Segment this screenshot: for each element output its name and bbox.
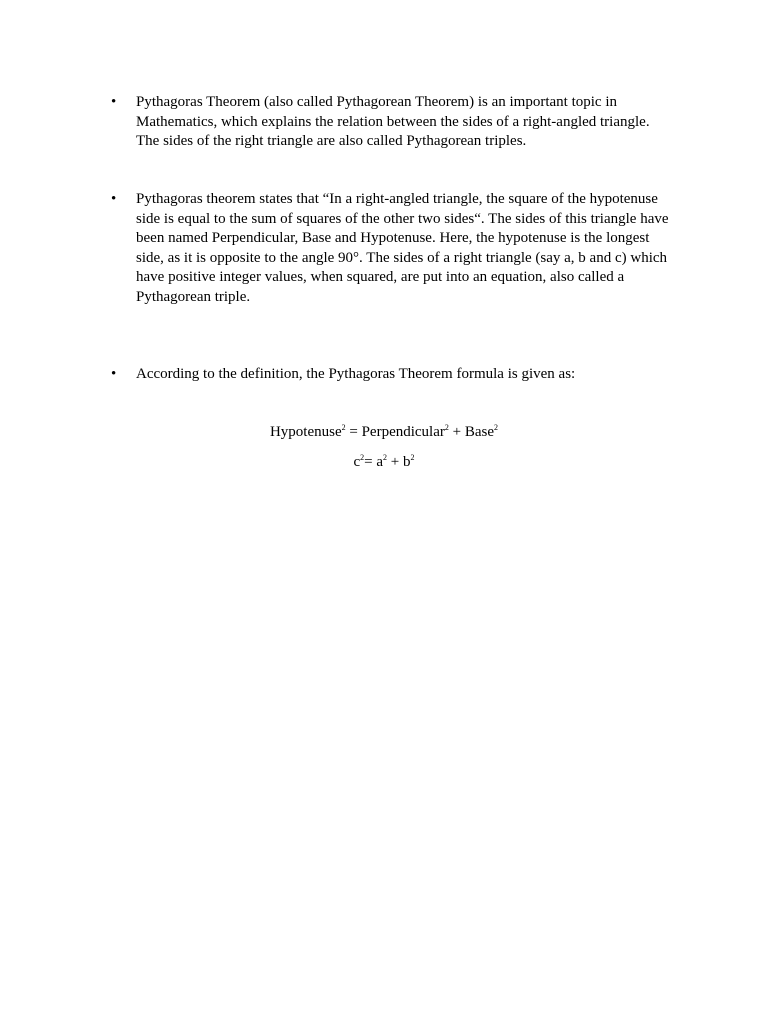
formula-equals: = bbox=[345, 424, 362, 440]
bullet-text: Pythagoras theorem states that “In a right-angled triangle, the square of the hypotenuse side is equal to the sum of squares of the other two sides“. The sides of this triangle have been named Perpendicular, Base and Hypotenuse. Here, the hypotenuse is the longest side, as it is opposite to the angle 90°. The sides of a right triangle (say a, b and c) which have positive integer values, when squared, are put into an equation, also called a Pythagorean triple. bbox=[136, 191, 669, 305]
formula-term-a: a bbox=[376, 454, 384, 470]
formula-term-hypotenuse: Hypotenuse bbox=[269, 424, 342, 440]
formula-equals: = bbox=[364, 454, 377, 470]
formula-term-base: Base bbox=[464, 424, 495, 440]
formula-exponent: 2 bbox=[383, 453, 388, 462]
formula-words bbox=[0, 423, 768, 443]
bullet-text: Pythagoras Theorem (also called Pythagorean Theorem) is an important topic in Mathematics, which explains the relation between the sides of a right-angled triangle. The sides of the right triangle are also called Pythagorean triples. bbox=[136, 94, 650, 149]
formula-exponent: 2 bbox=[410, 453, 415, 462]
bullet-text: According to the definition, the Pythagoras Theorem formula is given as: bbox=[136, 366, 576, 382]
bullet-item-2 bbox=[111, 190, 676, 307]
formula-plus: + bbox=[387, 454, 404, 470]
bullet-item-1 bbox=[111, 93, 676, 152]
formula-term-perpendicular: Perpendicular bbox=[361, 424, 445, 440]
bullet-marker: • bbox=[111, 366, 117, 382]
bullet-marker: • bbox=[111, 191, 117, 207]
formula-exponent: 2 bbox=[360, 453, 365, 462]
formula-exponent: 2 bbox=[444, 423, 449, 432]
bullet-item-3 bbox=[111, 365, 676, 385]
formula-exponent: 2 bbox=[494, 423, 499, 432]
bullet-marker: • bbox=[111, 94, 117, 110]
formula-term-c: c bbox=[353, 454, 361, 470]
formula-plus: + bbox=[448, 424, 465, 440]
formula-term-b: b bbox=[403, 454, 411, 470]
formula-exponent: 2 bbox=[341, 423, 346, 432]
formula-letters bbox=[0, 453, 768, 473]
